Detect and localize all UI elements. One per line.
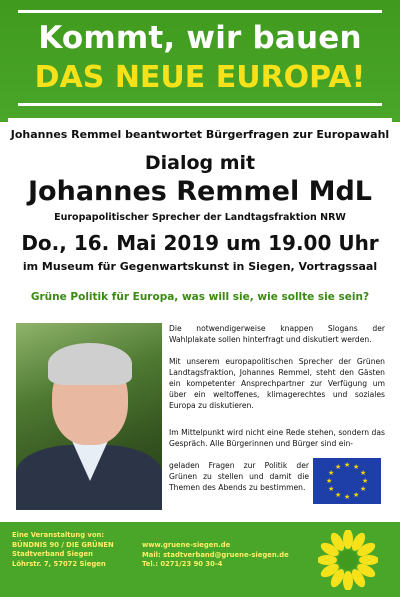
speaker-name: Johannes Remmel MdL [28, 176, 372, 207]
body-paragraph-3b: geladen Fragen zur Politik der Grünen zu stellen und damit die Themen des Abends zu bestimmen. [169, 461, 309, 492]
header-banner [0, 0, 400, 122]
phone-contact: Tel.: 0271/23 90 30-4 [142, 560, 223, 569]
event-date-time: Do., 16. Mai 2019 um 19.00 Uhr [21, 231, 379, 255]
footer-contact [142, 541, 289, 570]
website-link[interactable]: www.gruene-siegen.de [142, 541, 231, 549]
sunflower-logo-icon [318, 530, 378, 590]
speaker-photo [16, 323, 162, 510]
headline-primary: Kommt, wir bauen [38, 20, 362, 56]
footer-organizer [12, 531, 114, 569]
organizer-label: Eine Veranstaltung von: [12, 531, 105, 539]
body-paragraph-1: Die notwendigerweise knappen Slogans der Wahlplakate sollen hinterfragt und diskutiert werden. [169, 324, 385, 344]
photo-hair [48, 343, 132, 385]
organizer-branch: Stadtverband Siegen [12, 550, 93, 559]
speaker-role: Europapolitischer Sprecher der Landtagsfraktion NRW [54, 212, 346, 223]
body-paragraph-2: Mit unserem europapolitischen Sprecher der Grünen Landtagsfraktion, Johannes Remmel, steht den Gästen ein kompetenter Ansprechpartner zur Verfügung um über ein weltoffenes, klimagerechtes und soziales Europa zu diskutieren. [169, 357, 385, 410]
event-venue: im Museum für Gegenwartskunst in Siegen, Vortragssaal [22, 260, 378, 273]
eu-flag-icon: ★ ★ ★ ★ ★ ★ ★ ★ ★ ★ ★ ★ [313, 458, 381, 504]
body-paragraph-3a: Im Mittelpunkt wird nicht eine Rede stehen, sondern das Gespräch. Alle Bürgerinnen und Bürger sind ein- [169, 428, 385, 448]
footer-banner [0, 522, 400, 597]
header-rule-bottom [18, 103, 382, 106]
header-rule-top [18, 10, 382, 13]
event-question: Grüne Politik für Europa, was will sie, wie sollte sie sein? [30, 291, 370, 303]
organizer-party: BÜNDNIS 90 / DIE GRÜNEN [12, 540, 114, 549]
organizer-address: Löhrstr. 7, 57072 Siegen [12, 559, 106, 568]
mail-contact[interactable]: Mail: stadtverband@gruene-siegen.de [142, 550, 289, 559]
event-subtitle: Johannes Remmel beantwortet Bürgerfragen zur Europawahl [10, 128, 390, 141]
headline-secondary: DAS NEUE EUROPA! [34, 60, 366, 95]
dialog-label: Dialog mit [144, 152, 256, 174]
content-panel [8, 118, 392, 521]
